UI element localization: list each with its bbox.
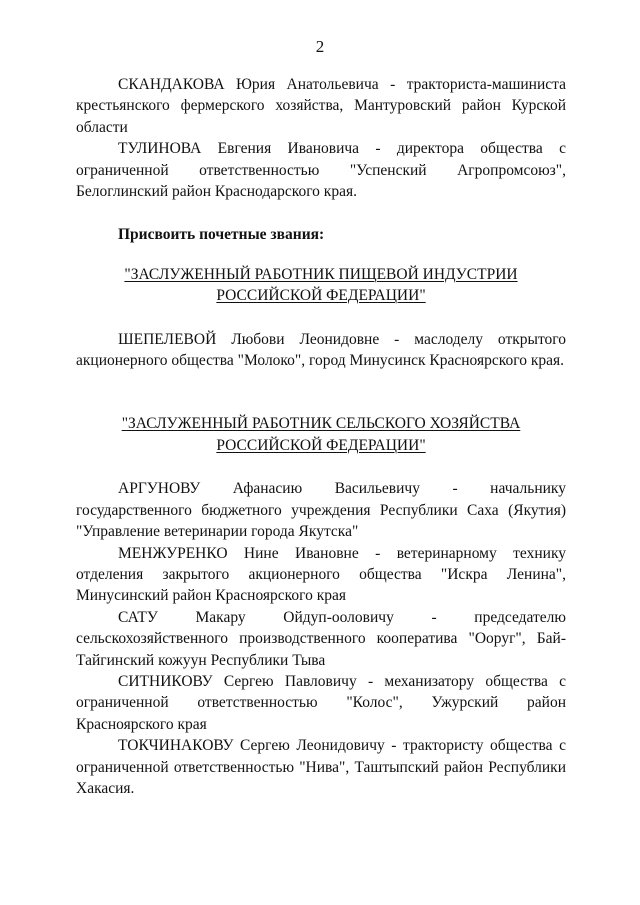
entry-line: акционерного общества "Молоко", город Минусинск Красноярского [76,352,527,370]
entry-line: отделения закрытого акционерного общества "Искра Ленина", [76,565,566,583]
title-line: РОССИЙСКОЙ ФЕДЕРАЦИИ" [216,287,426,305]
entry-line: САТУ Макару Ойдуп-оолович​у - председателю [118,608,566,626]
entry-line: с ограниченной ответственностью "Колос", Ужурский район [76,672,566,712]
entry-line: Республики Хакасия. [76,758,566,797]
entry-line: "Управление ветеринарии города Якутска" [76,523,359,541]
entry-line: Красноярского края [76,715,207,733]
entry-line: АРГУНОВУ Афанасию Васильевичу - начальнику [118,480,566,498]
entry-line: ШЕПЕЛЕВОЙ Любови Леонидовне - маслоделу открытого [118,330,566,348]
entry-line: Белоглинский район Краснодарского края. [76,183,357,201]
entry-line: с ограниченной ответственностью "Нива", Таштыпский район [76,737,566,776]
entry-line: края. [530,352,565,370]
award-entry-skandakov [76,74,566,138]
entry-line: МЕНЖУРЕНКО Нине Ивановне - ветеринарному технику [118,544,566,562]
assign-titles-heading: Присвоить почетные звания: [118,226,325,244]
entry-line: Минусинский район Красноярского края [76,587,347,605]
award-entry-argunov [76,478,566,542]
title-line: "ЗАСЛУЖЕННЫЙ РАБОТНИК ПИЩЕВОЙ ИНДУСТРИИ [124,265,518,283]
entry-line: ТОКЧИНАКОВУ Сергею Леонидовичу - трактористу общества [118,737,553,755]
award-entry-sitnikov [76,671,566,735]
entry-line: СКАНДАКОВА Юрия Анатольевича - тракториста-машиниста [118,76,566,93]
award-entry-tokchinakov [76,735,566,799]
page-number: 2 [315,37,325,56]
award-entry-menzhurenko [76,543,566,607]
spacer [76,371,566,413]
entry-line: области [76,118,128,136]
award-entry-shepeleva [76,329,566,372]
spacer [76,456,566,478]
award-entry-tulinov [76,138,566,202]
title-line: "ЗАСЛУЖЕННЫЙ РАБОТНИК СЕЛЬСКОГО ХОЗЯЙСТВА [121,415,521,433]
spacer [76,246,566,264]
entry-line: крестьянского фермерского хозяйства, Мантуровский район Курской [76,97,566,115]
honorary-title-food-industry [76,264,566,307]
entry-line: государственного бюджетного учреждения Республики Саха (Якутия) [76,501,566,519]
entry-line: СИТНИКОВУ Сергею Павловичу - механизатору общества [118,672,548,690]
honorary-title-agriculture [76,413,566,456]
award-entry-satu [76,607,566,671]
entry-line: сельскохозяйственного производственного кооператива "Ооруг", [76,630,526,648]
entry-line: ТУЛИНОВА Евгения Ивановича - директора общества [118,140,543,158]
document-body [76,74,566,799]
entry-line: Бай-Тайгинский кожуун Республики Тыва [76,630,567,669]
spacer [76,307,566,329]
title-line: РОССИЙСКОЙ ФЕДЕРАЦИИ" [216,436,426,454]
entry-line: с ограниченной ответственностью "Успенский Агропромсоюз", [76,140,566,179]
